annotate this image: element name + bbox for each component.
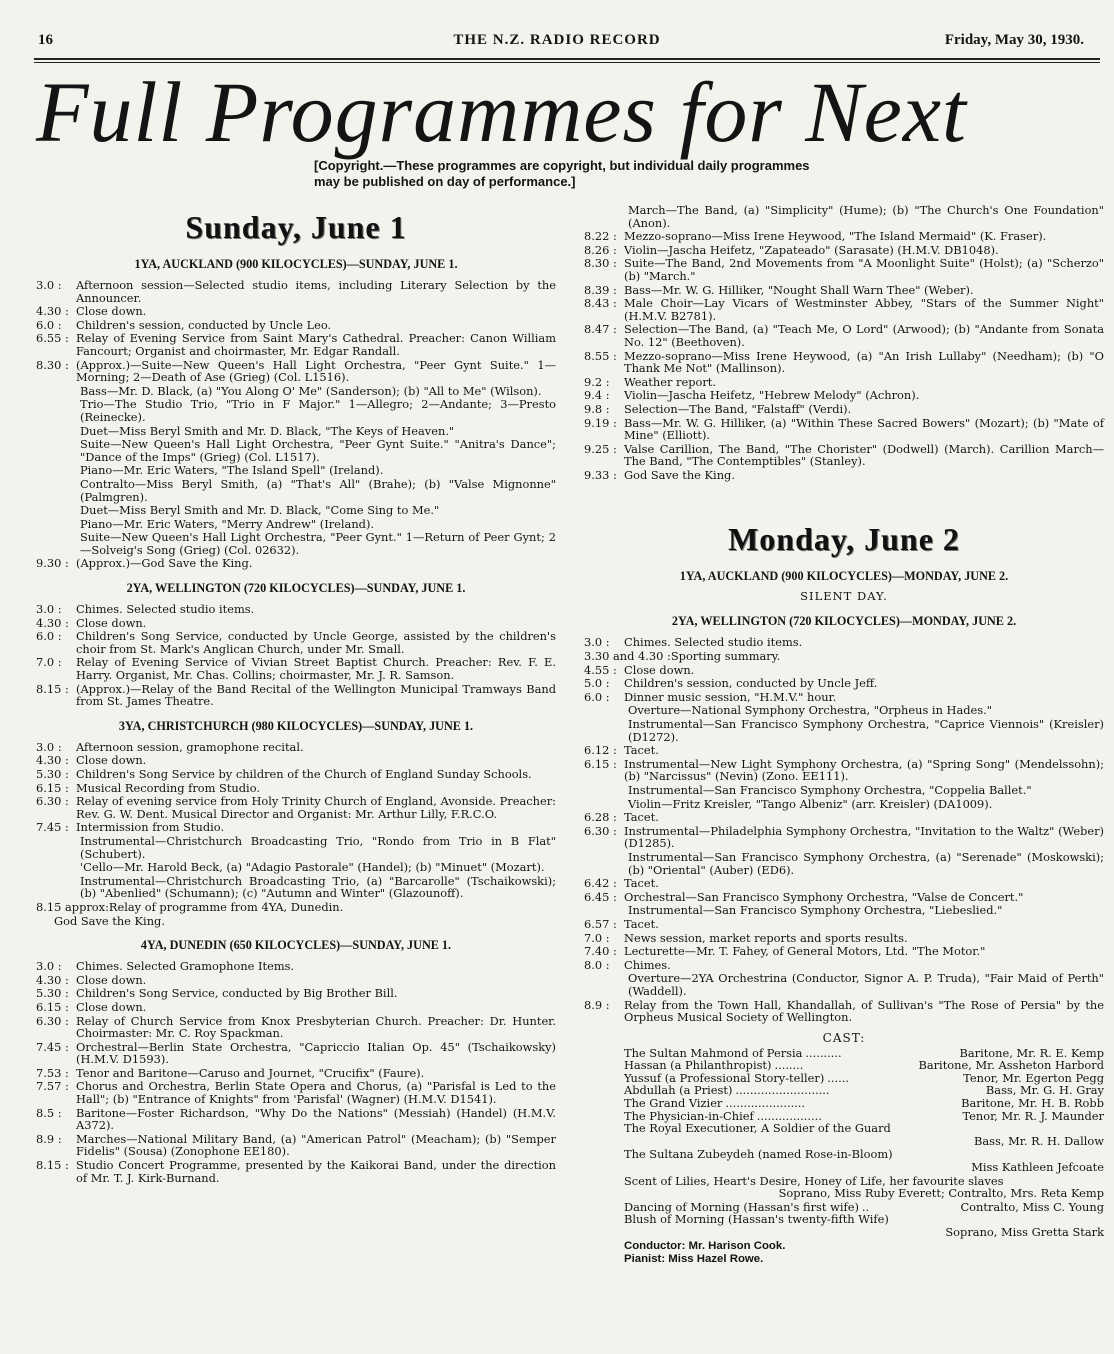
- program-text: Orchestral—San Francisco Symphony Orchestra, "Valse de Concert.": [624, 889, 1024, 904]
- program-text: Chimes.: [624, 957, 671, 972]
- program-item: [36, 795, 556, 820]
- program-text: Relay of Church Service from Knox Presbyterian Church. Preacher: Dr. Hunter. Choirmaster: Mr. C. Roy Spackman.: [76, 1013, 556, 1041]
- cast-performer: Baritone, Mr. Assheton Harbord: [918, 1058, 1104, 1073]
- cast-dots: ......................: [725, 1097, 806, 1110]
- program-item: [584, 691, 1104, 704]
- program-text: Afternoon session—Selected studio items, including Literary Selection by the Announcer.: [76, 278, 556, 305]
- cast-role: Hassan (a Philanthropist): [624, 1058, 772, 1073]
- program-time: 6.45 :: [584, 889, 617, 904]
- cast-dots: ..................: [756, 1109, 822, 1123]
- program-text: Relay of evening service from Holy Trinity Church of England, Avonside. Preacher: Rev. G. W. Dent. Musical Director and Organist: Mr. Arthur Lilly, F.R.C.O.: [76, 794, 556, 821]
- program-subitem: Instrumental—Christchurch Broadcasting Trio, (a) "Barcarolle" (Tschaikowski); (b) "Abenlied" (Schumann); (c) "Autumn and Winter" (Glazounoff).: [80, 873, 556, 901]
- program-subitem: Overture—2YA Orchestrina (Conductor, Signor A. P. Truda), "Fair Maid of Perth" (Waddell).: [628, 971, 1104, 998]
- cast-role: Blush of Morning (Hassan's twenty-fifth Wife): [624, 1212, 889, 1227]
- program-subitem: Duet—Miss Beryl Smith and Mr. D. Black, "The Keys of Heaven.": [80, 423, 455, 438]
- program-time: 7.53 :: [36, 1065, 69, 1080]
- program-time: 3.0 :: [36, 602, 62, 617]
- cast-performer: Soprano, Miss Ruby Everett; Contralto, Mrs. Reta Kemp: [778, 1186, 1104, 1201]
- program-text: Intermission from Studio.: [76, 820, 225, 835]
- program-item: [36, 1001, 556, 1014]
- program-text: Baritone—Foster Richardson, "Why Do the Nations" (Messiah) (Handel) (H.M.V. A372).: [76, 1105, 556, 1133]
- program-time: 6.12 :: [584, 743, 617, 758]
- program-text: Close down.: [76, 304, 147, 319]
- program-item: [584, 877, 1104, 890]
- program-text: God Save the King.: [624, 467, 735, 482]
- program-text: Relay of Evening Service of Vivian Street Baptist Church. Preacher: Rev. F. E. Harry. Organist, Mr. Chas. Collins; choirmaster, Mr. J. R. Samson.: [76, 655, 556, 683]
- program-time: 6.30 :: [36, 794, 69, 809]
- program-text: Instrumental—Philadelphia Symphony Orchestra, "Invitation to the Waltz" (Weber) (D1285).: [624, 823, 1104, 851]
- program-time: 7.0 :: [584, 930, 610, 945]
- program-item: [584, 284, 1104, 297]
- program-time: 6.55 :: [36, 331, 69, 346]
- cast-performer: Baritone, Mr. R. E. Kemp: [959, 1045, 1104, 1060]
- program-text: (Approx.)—Suite—New Queen's Hall Light Orchestra, "Peer Gynt Suite." 1—Morning; 2—Death of Ase (Grieg) (Col. L1516).: [76, 357, 556, 385]
- program-item: [36, 754, 556, 767]
- program-time: 9.4 :: [584, 388, 610, 403]
- program-time: 7.0 :: [36, 655, 62, 670]
- program-text: Instrumental—New Light Symphony Orchestra, (a) "Spring Song" (Mendelssohn); (b) "Narcissus" (Nevin) (Zono. EE111).: [624, 756, 1104, 784]
- program-item: [36, 741, 556, 754]
- program-text: Male Choir—Lay Vicars of Westminster Abbey, "Stars of the Summer Night" (H.M.V. B2781).: [624, 296, 1104, 323]
- program-time: 3.30 and 4.30 :: [584, 649, 671, 664]
- program-item: [36, 821, 556, 834]
- program-text: Mezzo-soprano—Miss Irene Heywood, "The Island Mermaid" (K. Fraser).: [624, 229, 1047, 244]
- program-subitem: Instrumental—San Francisco Symphony Orchestra, "Caprice Viennois" (Kreisler) (D1272).: [628, 717, 1104, 744]
- program-text: Selection—The Band, (a) "Teach Me, O Lord" (Arwood); (b) "Andante from Sonata No. 12" (Beethoven).: [624, 322, 1104, 349]
- program-item: [584, 297, 1104, 322]
- program-item: [584, 945, 1104, 958]
- program-item: [36, 359, 556, 384]
- program-item: [36, 974, 556, 987]
- program-item: [584, 999, 1104, 1024]
- program-item: [36, 1067, 556, 1080]
- program-text: Sporting summary.: [670, 649, 781, 664]
- program-text: Children's Song Service by children of the Church of England Sunday Schools.: [76, 767, 532, 781]
- spacer: [584, 482, 1104, 516]
- cast-dots: ..........: [805, 1046, 842, 1060]
- program-time: 6.0 :: [36, 317, 62, 332]
- program-time: 6.0 :: [584, 689, 610, 704]
- program-text: Close down.: [624, 662, 695, 677]
- program-text: Children's Song Service, conducted by Uncle George, assisted by the children's choir from St. Mark's Anglican Church, under Mr. Small.: [76, 629, 556, 656]
- program-subitem: Overture—National Symphony Orchestra, "Orpheus in Hades.": [628, 703, 992, 718]
- program-item: [36, 279, 556, 304]
- station-heading: 4YA, DUNEDIN (650 KILOCYCLES)—SUNDAY, JUNE 1.: [140, 938, 452, 953]
- program-item: [584, 932, 1104, 945]
- program-item: [36, 557, 556, 570]
- conductor-credit: Conductor: Mr. Harison Cook.: [624, 1239, 786, 1252]
- program-item: [584, 230, 1104, 243]
- cast-row: [624, 1059, 1104, 1072]
- program-time: 3.0 :: [36, 739, 62, 754]
- cast-dots: ......: [827, 1071, 850, 1085]
- program-item: [584, 758, 1104, 783]
- program-time: 5.30 :: [36, 767, 69, 781]
- cast-role: The Sultan Mahmond of Persia: [624, 1045, 803, 1060]
- program-time: 5.0 :: [584, 676, 610, 691]
- program-subitem: Instrumental—San Francisco Symphony Orchestra, (a) "Serenade" (Moskowski); (b) "Oriental" (Auber) (ED6).: [628, 849, 1104, 877]
- program-time: 8.5 :: [36, 1105, 62, 1120]
- program-item: [584, 811, 1104, 824]
- program-time: 8.15 :: [36, 681, 69, 696]
- cast-role: Abdullah (a Priest): [624, 1083, 733, 1098]
- program-subitem: Bass—Mr. D. Black, (a) "You Along O' Me" (Sanderson); (b) "All to Me" (Wilson).: [80, 383, 542, 398]
- program-time: 8.9 :: [36, 1131, 62, 1146]
- cast-performer: Bass, Mr. G. H. Gray: [985, 1083, 1104, 1098]
- cast-row: [624, 1122, 1104, 1135]
- station-heading: 1YA, AUCKLAND (900 KILOCYCLES)—SUNDAY, JUNE 1.: [134, 257, 458, 271]
- program-item: [584, 417, 1104, 442]
- program-text: Chimes. Selected Gramophone Items.: [76, 959, 295, 974]
- program-time: 8.30 :: [36, 357, 69, 372]
- left-column: [36, 204, 556, 1185]
- program-time: 6.15 :: [584, 756, 617, 771]
- program-time: 6.42 :: [584, 876, 617, 891]
- cast-role: Yussuf (a Professional Story-teller): [624, 1070, 825, 1085]
- program-time: 8.55 :: [584, 348, 617, 363]
- program-text: Orchestral—Berlin State Orchestra, "Capriccio Italian Op. 45" (Tschaikowsky) (H.M.V. D1593).: [76, 1039, 556, 1067]
- program-text: Valse Carillion, The Band, "The Chorister" (Dodwell) (March). Carillion March—The Band, "The Contemptibles" (Stanley).: [624, 441, 1104, 469]
- program-time: 7.45 :: [36, 820, 69, 835]
- program-time: 4.30 :: [36, 615, 69, 630]
- cast-performer: Bass, Mr. R. H. Dallow: [973, 1133, 1104, 1148]
- program-item: [584, 959, 1104, 972]
- program-text: (Approx.)—Relay of the Band Recital of the Wellington Municipal Tramways Band from St. James Theatre.: [76, 681, 556, 709]
- program-time: 4.30 :: [36, 304, 69, 319]
- program-item: [36, 305, 556, 318]
- program-time: 7.40 :: [584, 944, 617, 959]
- program-text: Marches—National Military Band, (a) "American Patrol" (Meacham); (b) "Semper Fidelis" (Sousa) (Zonophone EE180).: [76, 1131, 556, 1159]
- cast-performer: Tenor, Mr. Egerton Pegg: [963, 1070, 1104, 1085]
- program-item: [584, 677, 1104, 690]
- cast-role: Scent of Lilies, Heart's Desire, Honey of Life, her favourite slaves: [624, 1173, 1004, 1188]
- program-text: Relay of Evening Service from Saint Mary's Cathedral. Preacher: Canon William Fancourt; Organist and choirmaster, Mr. Edgar Randall.: [76, 331, 556, 358]
- cast-role: The Physician-in-Chief: [624, 1108, 754, 1123]
- program-item: [36, 683, 556, 708]
- page-title: Full Programmes for Next: [36, 64, 967, 160]
- program-item: [36, 768, 556, 781]
- program-text: Tacet.: [624, 876, 659, 891]
- program-text: Afternoon session, gramophone recital.: [76, 739, 304, 754]
- program-text: Violin—Jascha Heifetz, "Hebrew Melody" (Achron).: [624, 388, 920, 403]
- program-text: Tacet.: [624, 810, 659, 825]
- program-time: 6.15 :: [36, 780, 69, 795]
- program-time: 6.30 :: [36, 1013, 69, 1028]
- program-time: 8.47 :: [584, 322, 617, 337]
- program-item: [584, 650, 1104, 663]
- day-heading-monday: Monday, June 2: [728, 521, 960, 558]
- program-time: 6.28 :: [584, 810, 617, 825]
- program-time: 6.30 :: [584, 823, 617, 838]
- program-item: [584, 918, 1104, 931]
- cast-performer: Contralto, Miss C. Young: [960, 1199, 1104, 1214]
- program-time: 8.0 :: [584, 957, 610, 972]
- program-time: 8.22 :: [584, 229, 617, 244]
- program-time: 4.30 :: [36, 753, 69, 768]
- cast-dots: ..: [861, 1200, 870, 1214]
- program-item: [36, 603, 556, 616]
- program-time: 9.8 :: [584, 401, 610, 416]
- program-subitem: Suite—New Queen's Hall Light Orchestra, "Peer Gynt." 1—Return of Peer Gynt; 2—Solveig's Song (Grieg) (Col. 02632).: [80, 530, 556, 557]
- program-text: Weather report.: [624, 374, 717, 389]
- program-text: Violin—Jascha Heifetz, "Zapateado" (Sarasate) (H.M.V. DB1048).: [624, 242, 999, 257]
- program-time: 3.0 :: [36, 278, 62, 292]
- program-time: 8.15 :: [36, 1158, 69, 1173]
- program-item: [36, 960, 556, 973]
- program-subitem: God Save the King.: [54, 913, 165, 928]
- program-item: [584, 257, 1104, 282]
- program-text: Lecturette—Mr. T. Fahey, of General Motors, Ltd. "The Motor.": [624, 944, 986, 959]
- program-item: [584, 825, 1104, 850]
- program-subitem: Instrumental—Christchurch Broadcasting Trio, "Rondo from Trio in B Flat" (Schubert).: [80, 833, 556, 861]
- program-text: Close down.: [76, 999, 147, 1014]
- program-time: 8.43 :: [584, 296, 617, 311]
- program-time: 9.19 :: [584, 415, 617, 430]
- header-rule: [34, 58, 1100, 63]
- program-subitem: Trio—The Studio Trio, "Trio in F Major." 1—Allegro; 2—Andante; 3—Presto (Reinecke).: [80, 397, 556, 424]
- program-subitem: Instrumental—San Francisco Symphony Orchestra, "Coppelia Ballet.": [628, 783, 1032, 797]
- cast-dots: ..........................: [735, 1084, 830, 1098]
- program-subitem: Suite—New Queen's Hall Light Orchestra, "Peer Gynt Suite." "Anitra's Dance"; "Dance of the Imps" (Grieg) (Col. L1517).: [80, 437, 556, 464]
- cast-role: The Royal Executioner, A Soldier of the Guard: [624, 1121, 891, 1136]
- program-text: Close down.: [76, 615, 147, 630]
- station-heading: 3YA, CHRISTCHURCH (980 KILOCYCLES)—SUNDAY, JUNE 1.: [118, 718, 474, 733]
- program-subitem: Duet—Miss Beryl Smith and Mr. D. Black, "Come Sing to Me.": [80, 503, 440, 518]
- program-text: Bass—Mr. W. G. Hilliker, (a) "Within These Sacred Bowers" (Mozart); (b) "Mate of Mine" (Elliott).: [624, 415, 1104, 443]
- program-item: [584, 403, 1104, 416]
- masthead: THE N.Z. RADIO RECORD: [453, 32, 661, 48]
- cast-dots: ........: [774, 1059, 804, 1072]
- cast-role: The Grand Vizier: [624, 1096, 723, 1111]
- program-time: 9.30 :: [36, 556, 69, 571]
- program-time: 3.0 :: [36, 959, 62, 974]
- program-item: [584, 244, 1104, 257]
- program-text: Dinner music session, "H.M.V." hour.: [624, 689, 837, 704]
- program-item: [36, 1159, 556, 1184]
- program-text: Close down.: [76, 753, 147, 768]
- program-item: [36, 332, 556, 357]
- program-text: Tenor and Baritone—Caruso and Journet, "Crucifix" (Faure).: [76, 1065, 425, 1080]
- program-time: 6.15 :: [36, 999, 69, 1014]
- issue-date: Friday, May 30, 1930.: [944, 32, 1084, 48]
- program-subitem: Contralto—Miss Beryl Smith, (a) "That's All" (Brahe); (b) "Valse Mignonne" (Palmgren).: [80, 476, 556, 504]
- program-item: [36, 1133, 556, 1158]
- copyright-notice: [Copyright.—These programmes are copyright, but individual daily programmes may be published on day of performance.]: [314, 158, 810, 189]
- cast-role: Dancing of Morning (Hassan's first wife): [624, 1199, 859, 1214]
- program-item: [584, 891, 1104, 904]
- program-subitem: 'Cello—Mr. Harold Beck, (a) "Adagio Pastorale" (Handel); (b) "Minuet" (Mozart).: [80, 860, 545, 875]
- program-text: (Approx.)—God Save the King.: [76, 556, 253, 571]
- program-time: 5.30 :: [36, 986, 69, 1001]
- program-item: [584, 664, 1104, 677]
- station-heading: 2YA, WELLINGTON (720 KILOCYCLES)—MONDAY, JUNE 2.: [671, 614, 1017, 629]
- program-text: Relay of programme from 4YA, Dunedin.: [108, 899, 344, 914]
- program-time: 6.57 :: [584, 916, 617, 931]
- page-number: 16: [38, 32, 53, 48]
- program-time: 8.30 :: [584, 256, 617, 271]
- program-item: [36, 630, 556, 655]
- program-item: [36, 782, 556, 795]
- program-subitem: Instrumental—San Francisco Symphony Orchestra, "Liebeslied.": [628, 903, 1003, 918]
- program-subitem: Piano—Mr. Eric Waters, "The Island Spell" (Ireland).: [80, 463, 384, 478]
- program-item: [36, 617, 556, 630]
- program-time: 9.25 :: [584, 441, 617, 456]
- program-subitem: Violin—Fritz Kreisler, "Tango Albeniz" (arr. Kreisler) (DA1009).: [628, 796, 993, 811]
- program-item: [36, 1041, 556, 1066]
- program-item: [36, 1015, 556, 1040]
- pianist-credit: Pianist: Miss Hazel Rowe.: [624, 1252, 764, 1265]
- program-item: [584, 389, 1104, 402]
- program-item: [584, 469, 1104, 482]
- program-time: 8.39 :: [584, 282, 617, 297]
- station-heading: 2YA, WELLINGTON (720 KILOCYCLES)—SUNDAY, JUNE 1.: [126, 581, 466, 596]
- program-text: Suite—The Band, 2nd Movements from "A Moonlight Suite" (Holst); (a) "Scherzo" (b) "March.": [624, 256, 1104, 283]
- program-item: [36, 1107, 556, 1132]
- cast-performer: Miss Kathleen Jefcoate: [971, 1160, 1104, 1175]
- cast-row: [624, 1097, 1104, 1110]
- program-text: Children's session, conducted by Uncle Jeff.: [624, 676, 878, 691]
- program-text: Selection—The Band, "Falstaff" (Verdi).: [624, 401, 852, 416]
- cast-role: The Sultana Zubeydeh (named Rose-in-Bloom): [624, 1147, 893, 1162]
- program-time: 7.45 :: [36, 1039, 69, 1054]
- program-item: [584, 323, 1104, 348]
- cast-performer: Soprano, Miss Gretta Stark: [945, 1225, 1104, 1239]
- program-time: 9.33 :: [584, 467, 617, 482]
- cast-performer: Baritone, Mr. H. B. Robb: [961, 1096, 1104, 1111]
- program-text: Studio Concert Programme, presented by the Kaikorai Band, under the direction of Mr. T. J. Kirk-Burnand.: [76, 1158, 556, 1185]
- program-item: [36, 319, 556, 332]
- program-text: News session, market reports and sports results.: [624, 930, 908, 945]
- station-heading: 1YA, AUCKLAND (900 KILOCYCLES)—MONDAY, JUNE 2.: [679, 569, 1009, 584]
- program-text: Close down.: [76, 972, 147, 987]
- day-heading-sunday: Sunday, June 1: [185, 209, 407, 245]
- cast-performer: Tenor, Mr. R. J. Maunder: [962, 1108, 1104, 1123]
- cast-heading: CAST:: [822, 1030, 866, 1045]
- program-item: [36, 656, 556, 681]
- program-text: Chimes. Selected studio items.: [624, 635, 803, 650]
- program-time: 8.15 approx:: [36, 899, 109, 914]
- program-time: 8.26 :: [584, 242, 617, 257]
- program-time: 9.2 :: [584, 374, 610, 389]
- program-time: 3.0 :: [584, 635, 610, 650]
- program-time: 4.55 :: [584, 662, 617, 677]
- program-time: 4.30 :: [36, 972, 69, 987]
- program-item: [36, 901, 556, 914]
- program-item: [584, 443, 1104, 468]
- program-time: 7.57 :: [36, 1079, 69, 1094]
- program-item: [36, 1080, 556, 1105]
- silent-day-note: SILENT DAY.: [800, 589, 888, 604]
- program-item: [584, 350, 1104, 375]
- program-text: Relay from the Town Hall, Khandallah, of Sullivan's "The Rose of Persia" by the Orpheus Musical Society of Wellington.: [624, 997, 1104, 1025]
- program-text: Children's session, conducted by Uncle Leo.: [76, 317, 332, 332]
- program-text: Chorus and Orchestra, Berlin State Opera and Chorus, (a) "Parisfal is Led to the Hall"; (b) "Entrance of Knights" from 'Parisfal' (Wagner) (H.M.V. D1541).: [76, 1079, 556, 1107]
- program-time: 6.0 :: [36, 629, 62, 644]
- program-item: [36, 987, 556, 1000]
- program-subitem: March—The Band, (a) "Simplicity" (Hume); (b) "The Church's One Foundation" (Anon).: [628, 203, 1104, 230]
- program-text: Tacet.: [624, 743, 659, 758]
- program-text: Tacet.: [624, 916, 659, 931]
- program-item: [584, 376, 1104, 389]
- program-text: Musical Recording from Studio.: [76, 780, 260, 795]
- program-subitem: Piano—Mr. Eric Waters, "Merry Andrew" (Ireland).: [80, 516, 375, 531]
- program-item: [584, 744, 1104, 757]
- program-item: [584, 636, 1104, 649]
- program-time: 8.9 :: [584, 997, 610, 1012]
- program-text: Mezzo-soprano—Miss Irene Heywood, (a) "An Irish Lullaby" (Needham); (b) "O Thank Me Not" (Mallinson).: [624, 348, 1104, 376]
- program-text: Bass—Mr. W. G. Hilliker, "Nought Shall Warn Thee" (Weber).: [624, 282, 974, 297]
- program-text: Children's Song Service, conducted by Big Brother Bill.: [76, 986, 398, 1001]
- program-text: Chimes. Selected studio items.: [76, 602, 255, 617]
- right-column: [584, 204, 1104, 1266]
